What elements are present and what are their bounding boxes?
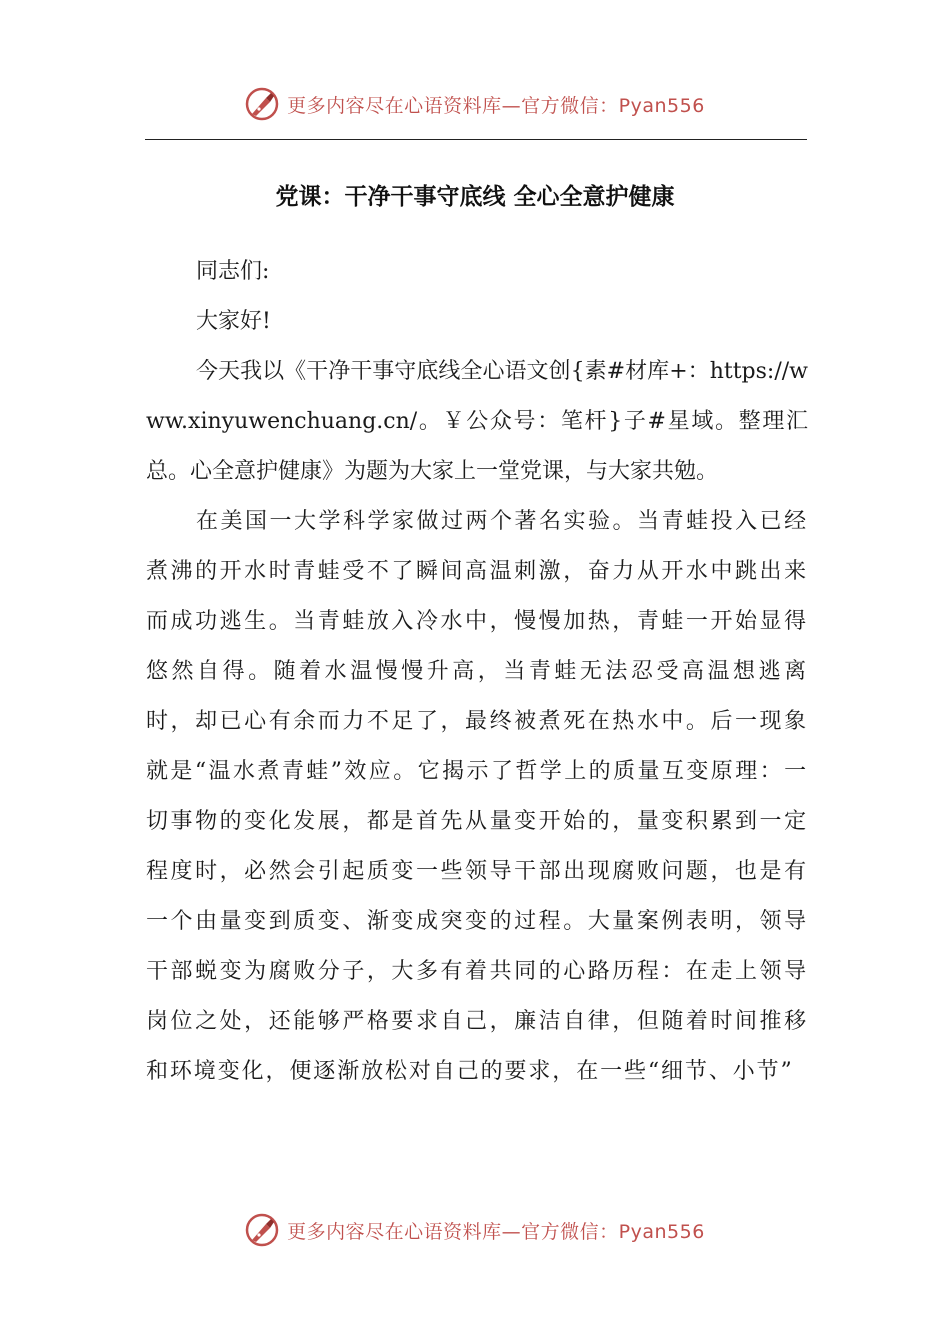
greeting-paragraph: 同志们: bbox=[196, 259, 270, 284]
header-watermark bbox=[0, 84, 950, 124]
document-title: 党课：干净干事守底线 全心全意护健康 bbox=[275, 183, 675, 210]
footer-watermark bbox=[0, 1210, 950, 1250]
watermark-text: 更多内容尽在心语资料库—官方微信：Pyan556 bbox=[287, 1220, 705, 1243]
pen-nib-logo-icon bbox=[245, 1213, 279, 1247]
header-divider bbox=[145, 139, 807, 140]
intro-paragraph: 今天我以《干净干事守底线全心语文创{素#材库+：https://www.xinyuwenchuang.cn/。￥公众号：笔杆}子#星域。整理汇总。心全意护健康》为题为大家上一堂党课，与大家共勉。 bbox=[146, 359, 808, 484]
watermark-text: 更多内容尽在心语资料库—官方微信：Pyan556 bbox=[287, 94, 705, 117]
experiment-paragraph: 在美国一大学科学家做过两个著名实验。当青蛙投入已经煮沸的开水时青蛙受不了瞬间高温刺激，奋力从开水中跳出来而成功逃生。当青蛙放入冷水中，慢慢加热，青蛙一开始显得悠然自得。随着水温慢慢升高，当青蛙无法忍受高温想逃离时，却已心有余而力不足了，最终被煮死在热水中。后一现象就是“温水煮青蛙”效应。它揭示了哲学上的质量互变原理：一切事物的变化发展，都是首先从量变开始的，量变积累到一定程度时，必然会引起质变一些领导干部出现腐败问题，也是有一个由量变到质变、渐变成突变的过程。大量案例表明，领导干部蜕变为腐败分子，大多有着共同的心路历程：在走上领导岗位之处，还能够严格要求自己，廉洁自律，但随着时间推移和环境变化，便逐渐放松对自己的要求，在一些“细节、小节” bbox=[146, 509, 808, 1084]
document-body bbox=[146, 247, 808, 1097]
hello-paragraph: 大家好! bbox=[196, 309, 271, 334]
pen-nib-logo-icon bbox=[245, 87, 279, 121]
